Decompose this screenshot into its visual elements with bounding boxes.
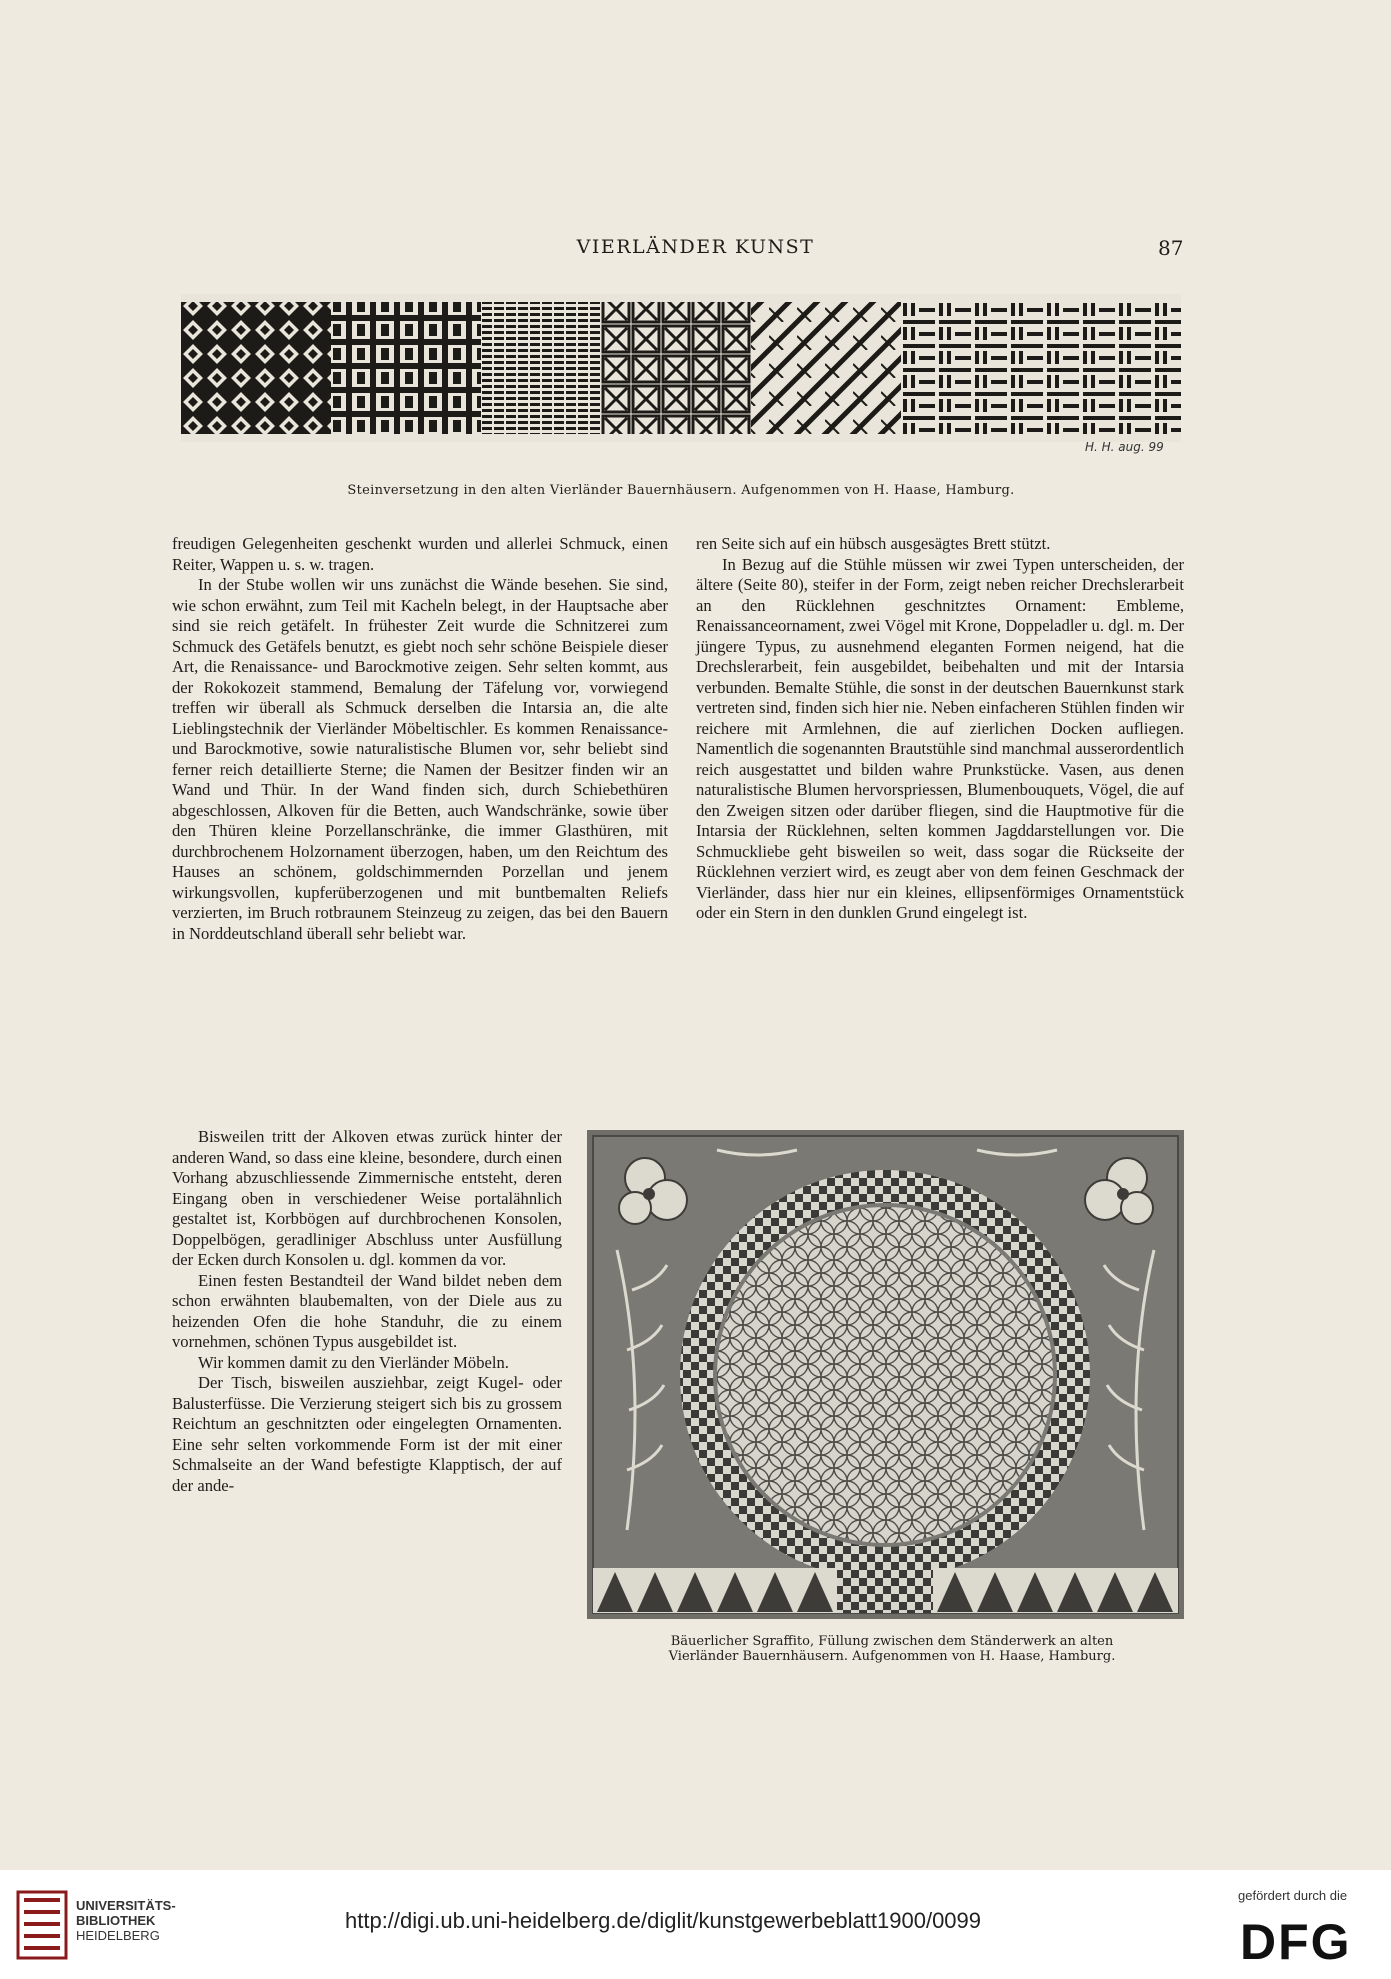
paragraph: In der Stube wollen wir uns zunächst die Wände besehen. Sie sind, wie schon erwähnt, zum Teil mit Kacheln belegt, in der Hauptsache aber sind sie reich getäfelt. In frühester Zeit wurde die Schnitzerei zum Schmuck des Getäfels benutzt, es giebt noch sehr schöne Beispiele dieser Art, die Renaissance- und Barockmotive zeigen. Sehr selten kommt, aus der Rokokozeit stammend, Bemalung der Täfelung vor, vorwiegend treffen wir überall als Schmuck derselben die Intarsia an, die alte Lieblingstechnik der Vierländer Möbeltischler. Es kommen Renaissance- und Barockmotive, sowie naturalistische Blumen vor, sehr beliebt sind ferner reich detaillierte Sterne; die Namen der Besitzer finden wir an Wand und Thür. In der Wand finden sich, durch Schiebethüren abgeschlossen, Alkoven für die Betten, auch Wandschränke, sowie über den Thüren kleine Porzellanschränke, die immer Glasthüren, mit durchbrochenem Holzornament überzogen, haben, um den Reichtum des Hauses an schönem, goldschimmernden Porzellan und jenem wirkungsvollen, kupferüberzogenen und mit buntbemalten Reliefs verzierten, im Bruch rotbraunem Steinzeug zu zeigen, das bei den Bauern in Norddeutschland überall sehr beliebt war. [172,575,668,943]
banner-caption: Steinversetzung in den alten Vierländer Bauernhäusern. Aufgenommen von H. Haase, Hamburg. [347,483,1015,498]
paragraph: Der Tisch, bisweilen ausziehbar, zeigt Kugel- oder Balusterfüsse. Die Verzierung steigert sich bis zu grossem Reichtum an geschnitzten oder eingelegten Ornamenten. Eine sehr selten vorkommende Form ist der mit einer Schmalseite an der Wand befestigte Klapptisch, der auf der ande- [172,1373,562,1495]
institution-name [76,1898,176,1943]
left-column-top [172,534,668,944]
institution-line: HEIDELBERG [76,1928,160,1943]
caption-line: Bäuerlicher Sgraffito, Füllung zwischen dem Ständerwerk an alten [670,1634,1114,1649]
paragraph: Wir kommen damit zu den Vierländer Möbeln. [198,1352,509,1372]
source-url-link[interactable]: http://digi.ub.uni-heidelberg.de/diglit/kunstgewerbeblatt1900/0099 [345,1908,982,1933]
page-number: 87 [1158,236,1184,260]
funding-label: gefördert durch die [1238,1888,1348,1903]
dfg-logo: DFG [1240,1914,1352,1970]
sgraffito-figure [587,1130,1184,1619]
paragraph: ren Seite sich auf ein hübsch ausgesägtes Brett stützt. [696,534,1051,553]
paragraph: freudigen Gelegenheiten geschenkt wurden und allerlei Schmuck, einen Reiter, Wappen u. s. w. tragen. [172,534,668,574]
university-seal-icon [16,1890,68,1960]
caption-line: Vierländer Bauernhäusern. Aufgenommen von H. Haase, Hamburg. [668,1649,1116,1664]
paragraph: In Bezug auf die Stühle müssen wir zwei Typen unterscheiden, der ältere (Seite 80), steifer in der Form, zeigt neben reicher Drechslerarbeit an den Rücklehnen geschnitztes Ornament: Embleme, Renaissanceornament, zwei Vögel mit Krone, Doppeladler u. dgl. m. Der jüngere Typus, zu ausnehmend eleganten Formen neigend, hat die Drechslerarbeit, fein ausgebildet, beibehalten und mit der Intarsia verbunden. Bemalte Stühle, die sonst in der deutschen Bauernkunst stark vertreten sind, finden sich hier nie. Neben einfacheren Stühlen finden wir reichere mit Armlehnen, die auf zierlichen Docken aufliegen. Namentlich die sogenannten Brautstühle sind manchmal ausserordentlich reich ausgestattet und bilden wahre Prunkstücke. Vasen, aus denen naturalistische Blumen hervorspriessen, Blumenbouquets, Vögel, die auf den Zweigen sitzen oder darüber fliegen, sind die Hauptmotive für die Intarsia der Rücklehnen, selten kommen Jagddarstellungen vor. Die Schmuckliebe geht bisweilen so weit, dass sogar die Rückseite der Rücklehnen verziert wird, es zeugt aber von dem feinen Geschmack der Vierländer, dass hier nur ein kleines, ellipsenförmiges Ornamentstück oder ein Stern in den dunklen Grund eingelegt ist. [696,554,1184,922]
stone-pattern-banner [181,294,1181,442]
running-title: VIERLÄNDER KUNST [576,236,815,258]
left-column-bottom [172,1127,562,1496]
institution-line: BIBLIOTHEK [76,1913,156,1928]
right-column [696,534,1184,924]
artist-signature: H. H. aug. 99 [1085,440,1164,454]
paragraph: Einen festen Bestandteil der Wand bildet neben dem schon erwähnten blaubemalten, von der Diele aus zu heizenden Ofen die hohe Standuhr, die zu einem vornehmen, schönen Typus ausgebildet ist. [172,1270,562,1351]
paragraph: Bisweilen tritt der Alkoven etwas zurück hinter der anderen Wand, so dass eine kleine, besondere, durch einen Vorhang abzuschliessende Zimmernische entsteht, deren Eingang oben in verschiedener Weise portalähnlich gestaltet ist, Korbbögen auf durchbrochenen Konsolen, Doppelbögen, geradliniger Abschluss unter Ausfüllung der Ecken durch Konsolen u. dgl. kommen da vor. [172,1127,562,1269]
institution-line: UNIVERSITÄTS- [76,1898,176,1913]
figure-caption [600,1634,1184,1664]
